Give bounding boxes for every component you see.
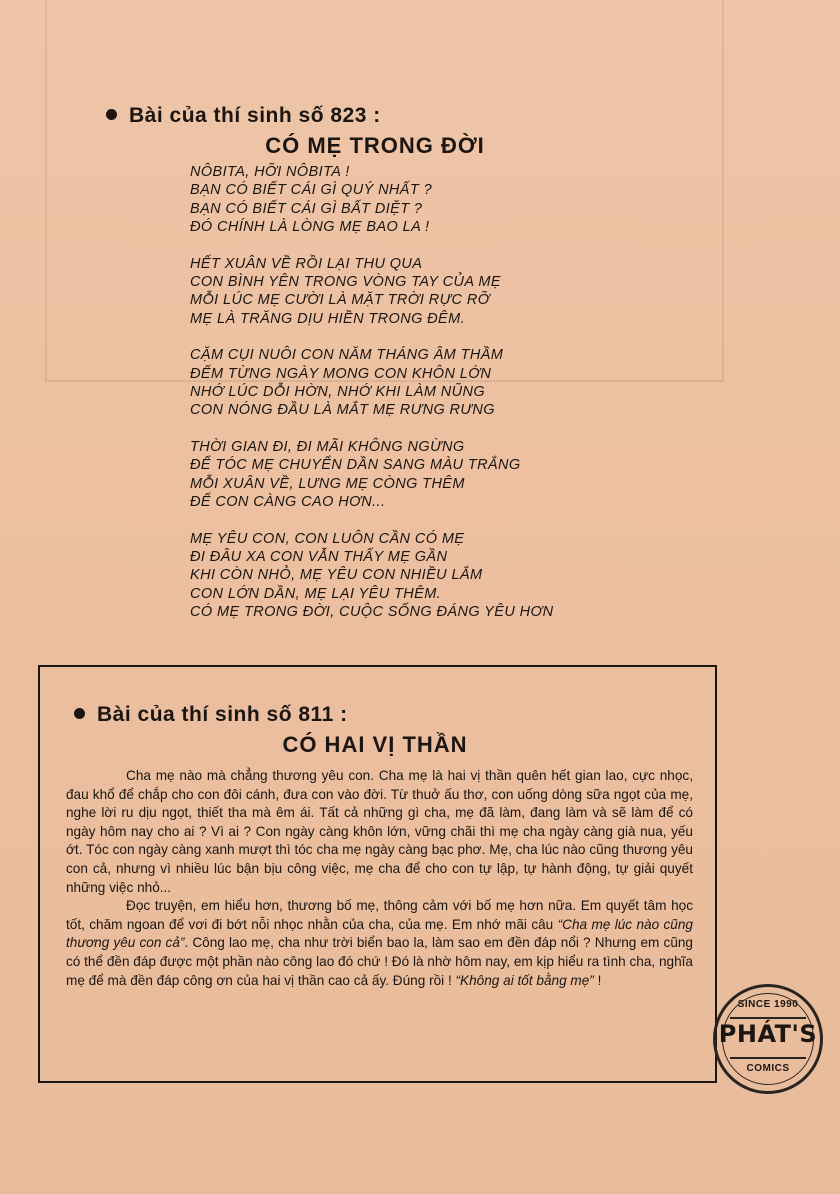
stamp-sub: COMICS [746, 1063, 790, 1074]
poem-line: ĐỂ TÓC MẸ CHUYỂN DẦN SANG MÀU TRẮNG [190, 457, 521, 474]
poem-stanza [190, 530, 630, 622]
publisher-stamp-logo [713, 984, 823, 1094]
stamp-divider [730, 1017, 806, 1019]
poem-line: THỜI GIAN ĐI, ĐI MÃI KHÔNG NGỪNG [190, 438, 465, 455]
poem-stanza [190, 438, 630, 512]
entry2-closing-quote: “Không ai tốt bằng mẹ” [455, 972, 594, 988]
poem-line: KHI CÒN NHỎ, MẸ YÊU CON NHIỀU LẮM [190, 567, 483, 584]
poem-line: MẸ LÀ TRĂNG DỊU HIỀN TRONG ĐÊM. [190, 310, 466, 327]
entry1-title: CÓ MẸ TRONG ĐỜI [265, 133, 485, 158]
poem-line: CON NÓNG ĐẦU LÀ MẮT MẸ RƯNG RƯNG [190, 402, 495, 419]
poem-stanza [190, 255, 630, 329]
poem-line: ĐỂ CON CÀNG CAO HƠN... [190, 494, 386, 511]
entry2-quote: “Cha mẹ lúc nào cũng thương yêu con cả” [66, 916, 693, 951]
poem [190, 163, 630, 640]
poem-line: NHỚ LÚC DỖI HỜN, NHỚ KHI LÀM NŨNG [190, 384, 486, 401]
stamp-brand: PHÁT'S [718, 1020, 818, 1048]
poem-line: ĐI ĐÂU XA CON VẪN THẤY MẸ GẦN [190, 548, 448, 565]
poem-line: CẶM CỤI NUÔI CON NĂM THÁNG ÂM THẦM [190, 347, 504, 364]
poem-line: MỖI XUÂN VỀ, LƯNG MẸ CÒNG THÊM [190, 475, 465, 492]
bullet-icon [74, 708, 85, 719]
poem-stanza [190, 346, 630, 420]
entry2-paragraph-2 [66, 897, 693, 990]
entry2-body [66, 767, 693, 990]
entry2-paragraph-2-start: Đọc truyện, em hiểu hơn, thương bố mẹ, thông cảm với bố mẹ hơn nữa. Em quyết tâm học tốt, chăm ngoan để vơi đi bớt nỗi nhọc nhằn của cha, của mẹ. Em nhớ mãi câu [66, 898, 693, 932]
poem-line: CON BÌNH YÊN TRONG VÒNG TAY CỦA MẸ [190, 274, 501, 291]
bullet-icon [106, 109, 117, 120]
poem-line: ĐÓ CHÍNH LÀ LÒNG MẸ BAO LA ! [190, 219, 430, 236]
entry1-heading-text: Bài của thí sinh số 823 : [129, 104, 381, 127]
poem-line: ĐẾM TỪNG NGÀY MONG CON KHÔN LỚN [190, 365, 492, 382]
entry2-paragraph-2-middle: . Công lao mẹ, cha như trời biển bao la, làm sao em đền đáp nổi ? Nhưng em cũng có thể đền đáp được một phần nào công lao đó chứ ! Đó là nhờ hôm nay, em kịp hiểu ra tình cha, nghĩa mẹ để mà đền đáp công ơn của hai vị thần cao cả ấy. Đúng rồi ! [66, 935, 693, 988]
poem-line: HẾT XUÂN VỀ RỒI LẠI THU QUA [190, 255, 423, 272]
stamp-divider [730, 1057, 806, 1059]
poem-line: NÔBITA, HỠI NÔBITA ! [190, 164, 350, 180]
entry2-paragraph-2-tail: ! [593, 972, 602, 988]
entry2-paragraph-1: Cha mẹ nào mà chẳng thương yêu con. Cha mẹ là hai vị thần quên hết gian lao, cực nhọc, đau khổ để chắp cho con đôi cánh, đưa con vào đời. Từ thuở ấu thơ, con uống dòng sữa ngọt của mẹ, nghe lời ru dịu ngọt, thiết tha mà êm ái. Tất cả những gì cha, mẹ đã làm, đang làm và sẽ làm để có ngày hôm nay cho ai ? Vì ai ? Con ngày càng khôn lớn, vững chãi thì mẹ cha ngày càng già nua, yếu ớt. Tóc con ngày càng xanh mượt thì tóc cha mẹ ngày càng bạc phơ. Mẹ, cha lúc nào cũng thương yêu con cả, nhưng vì nhiều lúc bận bịu công việc, mẹ cha để cho con tự lập, tự hành động, tự giải quyết những việc nhỏ... [66, 768, 693, 895]
entry1-heading [106, 104, 381, 128]
stamp-since: SINCE 1990 [737, 999, 799, 1010]
poem-line: BẠN CÓ BIẾT CÁI GÌ BẤT DIỆT ? [190, 200, 423, 217]
entry2-title: CÓ HAI VỊ THẦN [282, 732, 468, 757]
entry2-heading-text: Bài của thí sinh số 811 : [97, 703, 348, 726]
poem-line: CÓ MẸ TRONG ĐỜI, CUỘC SỐNG ĐÁNG YÊU HƠN [190, 604, 554, 621]
poem-line: MẸ YÊU CON, CON LUÔN CẦN CÓ MẸ [190, 530, 465, 547]
poem-stanza [190, 163, 630, 237]
poem-line: MỖI LÚC MẸ CƯỜI LÀ MẶT TRỜI RỰC RỠ [190, 292, 490, 309]
poem-line: BẠN CÓ BIẾT CÁI GÌ QUÝ NHẤT ? [190, 182, 433, 199]
entry2-heading [74, 703, 348, 727]
poem-line: CON LỚN DẦN, MẸ LẠI YÊU THÊM. [190, 585, 442, 602]
